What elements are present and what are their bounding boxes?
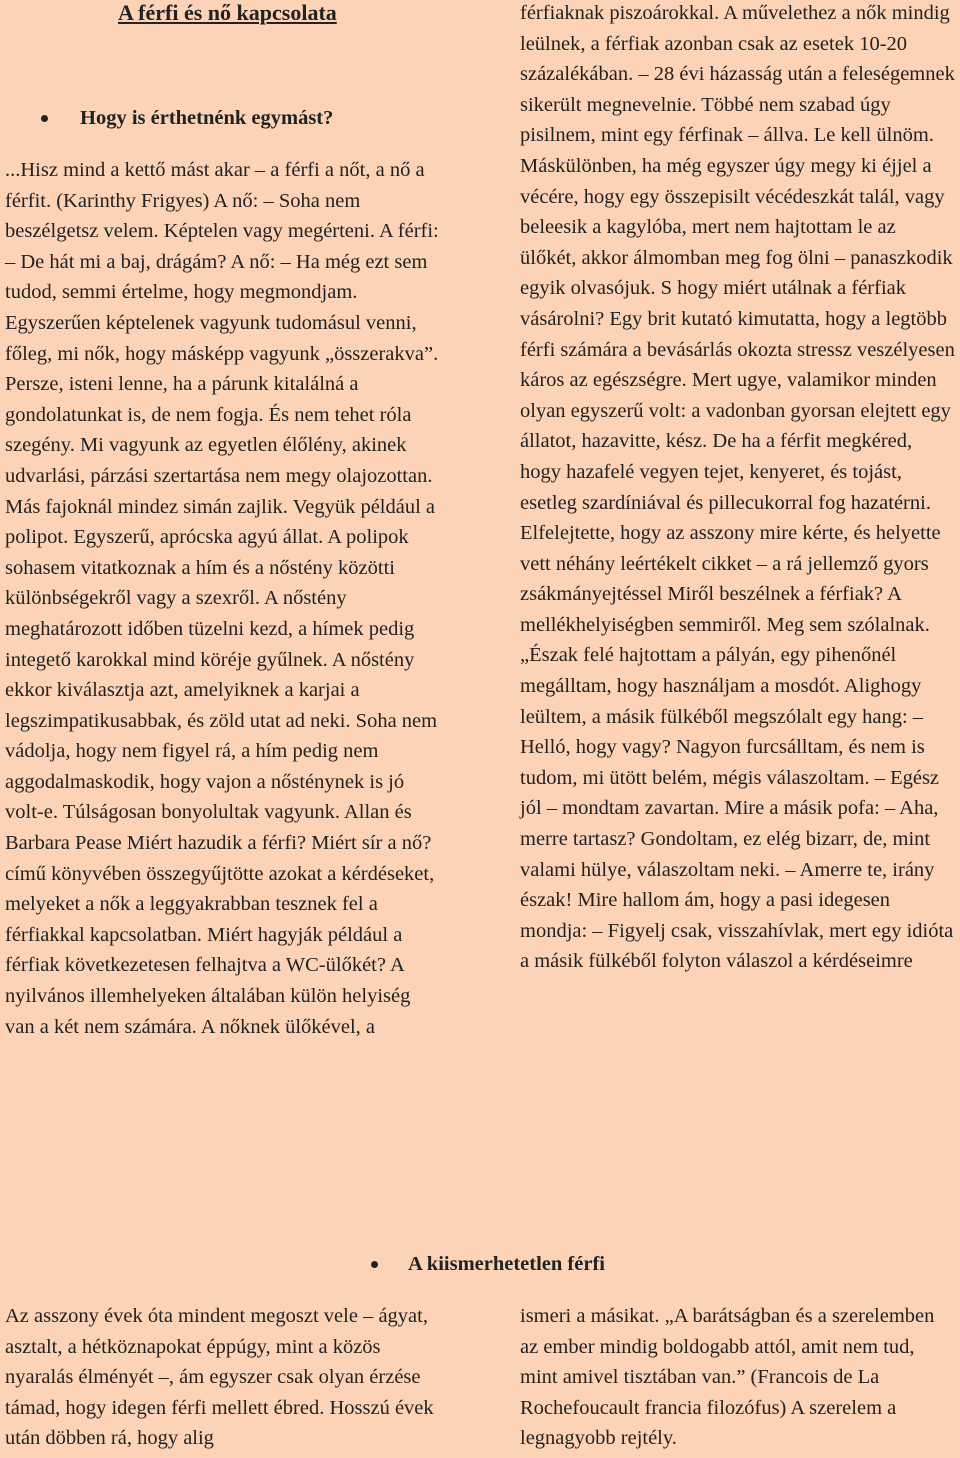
section-2-right-column: ismeri a másikat. „A barátságban és a szerelemben az ember mindig boldogabb attól, amit nem tud, mint amivel tisztában van.” (Francois de La Rochefoucault francia filozófus) A szerelem a legnagyobb rejtély.	[520, 1305, 935, 1450]
section-1-right-column: férfiaknak piszoárokkal. A művelethez a nők mindig leülnek, a férfiak azonban csak az esetek 10-20 százalékában. – 28 évi házasság után a feleségemnek sikerült megnevelnie. Többé nem szabad úgy pisilnem, mint egy férfinak – állva. Le kell ülnöm. Máskülönben, ha még egyszer úgy megy ki éjjel a vécére, hogy egy összepisilt vécédeszkát talál, vagy beleesik a kagylóba, mert nem hajtottam le az ülőkét, akkor álmomban meg fog ölni – panaszkodik egyik olvasójuk. S hogy miért utálnak a férfiak vásárolni? Egy brit kutató kimutatta, hogy a legtöbb férfi számára a bevásárlás okozta stressz veszélyesen káros az egészségre. Mert ugye, valamikor minden olyan egyszerű volt: a vadonban gyorsan elejtett egy állatot, hazavitte, kész. De ha a férfit megkéred, hogy hazafelé vegyen tejet, kenyeret, és tojást, esetleg szardíniával és pillecukorral fog hazatérni. Elfelejtette, hogy az asszony mire kérte, és helyette vett néhány leértékelt cikket – a rá jellemző gyors zsákmányejtéssel Miről beszélnek a férfiak? A mellékhelyiségben semmiről. Meg sem szólalnak. „Észak felé hajtottam a pályán, egy pihenőnél megálltam, hogy használjam a mosdót. Alighogy leültem, a másik fülkéből megszólalt egy hang: – Helló, hogy vagy? Nagyon furcsálltam, és nem is tudom, mi ütött belém, mégis válaszoltam. – Egész jól – mondtam zavartan. Mire a másik pofa: – Aha, merre tartasz? Gondoltam, ez elég bizarr, de, mint valami hülye, válaszoltam neki. – Amerre te, irány észak! Mire hallom ám, hogy a pasi idegesen mondja: – Figyelj csak, visszahívlak, mert egy idióta a másik fülkéből folyton válaszol a kérdéseimre	[520, 2, 955, 973]
section-heading-1	[80, 105, 333, 131]
section-1-left-column: ...Hisz mind a kettő mást akar – a férfi a nőt, a nő a férfit. (Karinthy Frigyes) A nő: – Soha nem beszélgetsz velem. Képtelen vagy megérteni. A férfi: – De hát mi a baj, drágám? A nő: – Ha még ezt sem tudod, semmi értelme, hogy megmondjam. Egyszerűen képtelenek vagyunk tudomásul venni, főleg, mi nők, hogy másképp vagyunk „összerakva”. Persze, isteni lenne, ha a párunk kitalálná a gondolatunkat is, de nem fogja. És nem tehet róla szegény. Mi vagyunk az egyetlen élőlény, akinek udvarlási, párzási szertartása nem megy olajozottan. Más fajoknál mindez simán zajlik. Vegyük például a polipot. Egyszerű, aprócska agyú állat. A polipok sohasem vitatkoznak a hím és a nőstény közötti különbségekről vagy a szexről. A nőstény meghatározott időben tüzelni kezd, a hímek pedig integető karokkal mind köréje gyűlnek. A nőstény ekkor kiválasztja azt, amelyiknek a karjai a legszimpatikusabbak, és zöld utat ad neki. Soha nem vádolja, hogy nem figyel rá, a hím pedig nem aggodalmaskodik, hogy vajon a nősténynek is jó volt-e. Túlságosan bonyolultak vagyunk. Allan és Barbara Pease Miért hazudik a férfi? Miért sír a nő? című könyvében összegyűjtötte azokat a kérdéseket, melyeket a nők a leggyakrabban tesznek fel a férfiakkal kapcsolatban. Miért hagyják például a férfiak következetesen felhajtva a WC-ülőkét? A nyilvános illemhelyeken általában külön helyiség van a két nem számára. A nőknek ülőkével, a	[5, 159, 439, 1038]
bullet-dot-icon	[41, 115, 48, 122]
section-heading-1-text: Hogy is érthetnénk egymást?	[80, 107, 334, 129]
bullet-dot-icon	[371, 1261, 378, 1268]
page-title: A férfi és nő kapcsolata	[118, 0, 337, 25]
section-2-left-column: Az asszony évek óta mindent megoszt vele – ágyat, asztalt, a hétköznapokat éppúgy, mint a közös nyaralás élményét –, ám egyszer csak olyan érzése támad, hogy idegen férfi mellett ébred. Hosszú évek után döbben rá, hogy alig	[5, 1305, 434, 1450]
section-heading-2	[408, 1251, 605, 1277]
section-heading-2-text: A kiismerhetetlen férfi	[408, 1253, 605, 1275]
